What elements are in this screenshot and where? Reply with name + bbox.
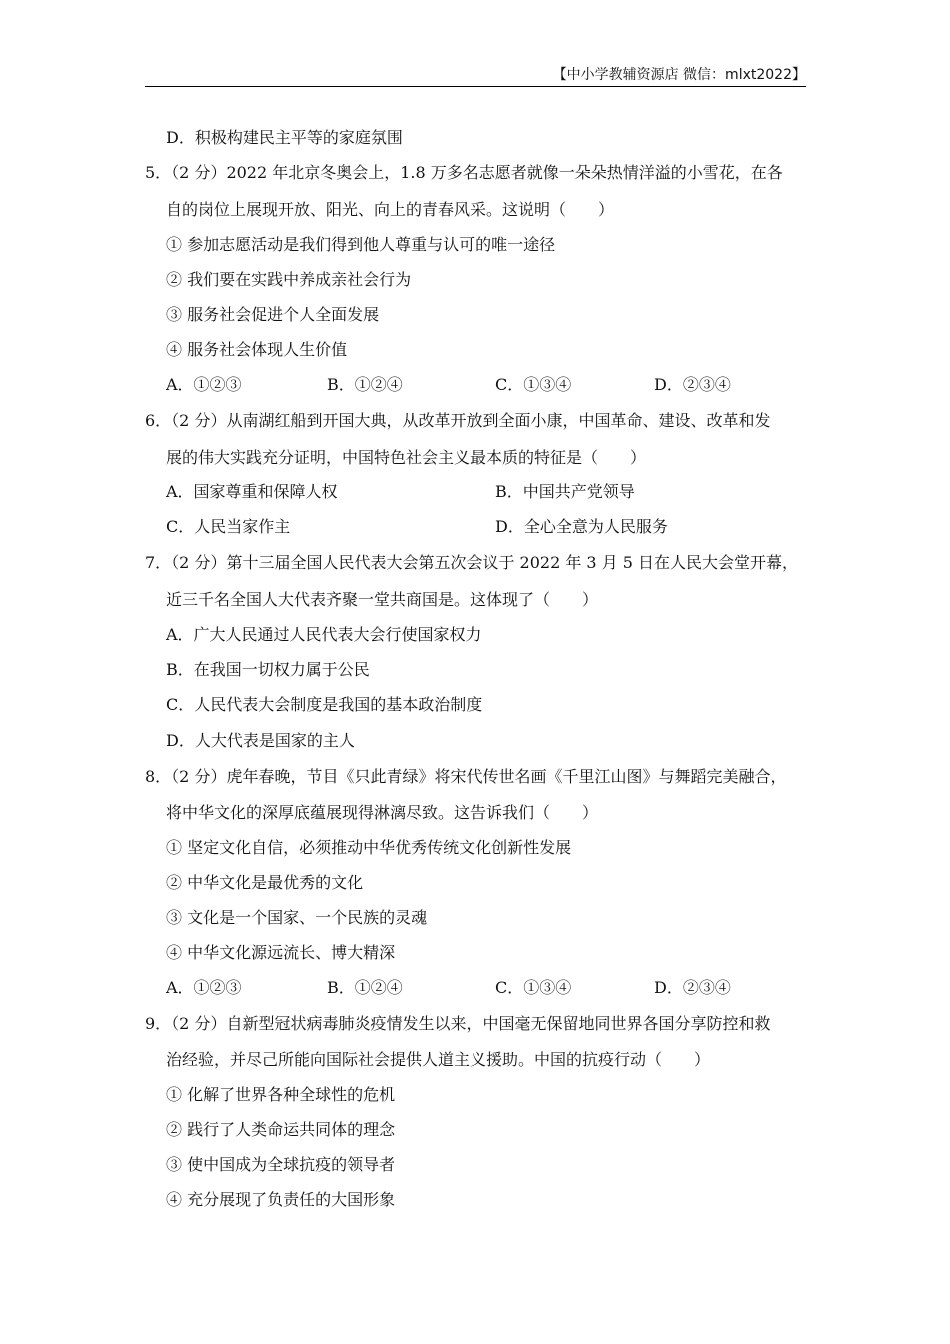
q9-stem-line1: 9．（2 分）自新型冠状病毒肺炎疫情发生以来，中国毫无保留地同世界各国分享防控和救: [145, 1014, 771, 1033]
q8-option-c: C．①③④: [495, 978, 572, 997]
q6-option-d: D．全心全意为人民服务: [495, 517, 668, 536]
q5-option-d: D．②③④: [654, 375, 731, 394]
q8-option-d: D．②③④: [654, 978, 731, 997]
q5-option-a: A．①②③: [166, 375, 242, 394]
q8-option-b: B．①②④: [327, 978, 403, 997]
q6-option-a: A．国家尊重和保障人权: [166, 482, 338, 501]
q5-item-1: ① 参加志愿活动是我们得到他人尊重与认可的唯一途径: [166, 235, 556, 254]
q6-stem-line1: 6．（2 分）从南湖红船到开国大典，从改革开放到全面小康，中国革命、建设、改革和发: [145, 411, 771, 430]
q8-item-3: ③ 文化是一个国家、一个民族的灵魂: [166, 908, 428, 927]
q9-item-3: ③ 使中国成为全球抗疫的领导者: [166, 1155, 396, 1174]
q8-item-4: ④ 中华文化源远流长、博大精深: [166, 943, 396, 962]
q5-option-b: B．①②④: [327, 375, 403, 394]
q7-option-a: A．广大人民通过人民代表大会行使国家权力: [166, 625, 482, 644]
q8-stem-line2: 将中华文化的深厚底蕴展现得淋漓尽致。这告诉我们（ ）: [166, 803, 599, 822]
q5-stem-line1: 5．（2 分）2022 年北京冬奥会上，1.8 万多名志愿者就像一朵朵热情洋溢的小雪花，在各: [145, 163, 783, 182]
page-header: 【中小学教辅资源店 微信：mlxt2022】: [552, 67, 806, 83]
q7-option-c: C．人民代表大会制度是我国的基本政治制度: [166, 695, 483, 714]
q7-stem-line2: 近三千名全国人大代表齐聚一堂共商国是。这体现了（ ）: [166, 590, 599, 609]
q5-item-3: ③ 服务社会促进个人全面发展: [166, 305, 380, 324]
q9-item-4: ④ 充分展现了负责任的大国形象: [166, 1190, 396, 1209]
q9-item-1: ① 化解了世界各种全球性的危机: [166, 1085, 396, 1104]
q5-item-2: ② 我们要在实践中养成亲社会行为: [166, 270, 412, 289]
q5-item-4: ④ 服务社会体现人生价值: [166, 340, 348, 359]
q7-stem-line1: 7．（2 分）第十三届全国人民代表大会第五次会议于 2022 年 3 月 5 日在人民大会堂开幕，: [145, 553, 799, 572]
q8-item-1: ① 坚定文化自信，必须推动中华优秀传统文化创新性发展: [166, 838, 572, 857]
q9-stem-line2: 治经验，并尽己所能向国际社会提供人道主义援助。中国的抗疫行动（ ）: [166, 1050, 711, 1069]
q5-stem-line2: 自的岗位上展现开放、阳光、向上的青春风采。这说明（ ）: [166, 200, 615, 219]
q7-option-d: D．人大代表是国家的主人: [166, 731, 355, 750]
q8-option-a: A．①②③: [166, 978, 242, 997]
q6-option-c: C．人民当家作主: [166, 517, 291, 536]
header-rule: [145, 86, 806, 87]
q8-item-2: ② 中华文化是最优秀的文化: [166, 873, 364, 892]
q5-option-c: C．①③④: [495, 375, 572, 394]
q4-option-d: D．积极构建民主平等的家庭氛围: [166, 128, 403, 147]
q6-stem-line2: 展的伟大实践充分证明，中国特色社会主义最本质的特征是（ ）: [166, 448, 647, 467]
q9-item-2: ② 践行了人类命运共同体的理念: [166, 1120, 396, 1139]
q7-option-b: B．在我国一切权力属于公民: [166, 660, 370, 679]
q8-stem-line1: 8．（2 分）虎年春晚，节目《只此青绿》将宋代传世名画《千里江山图》与舞蹈完美融合，: [145, 767, 787, 786]
q6-option-b: B．中国共产党领导: [495, 482, 635, 501]
